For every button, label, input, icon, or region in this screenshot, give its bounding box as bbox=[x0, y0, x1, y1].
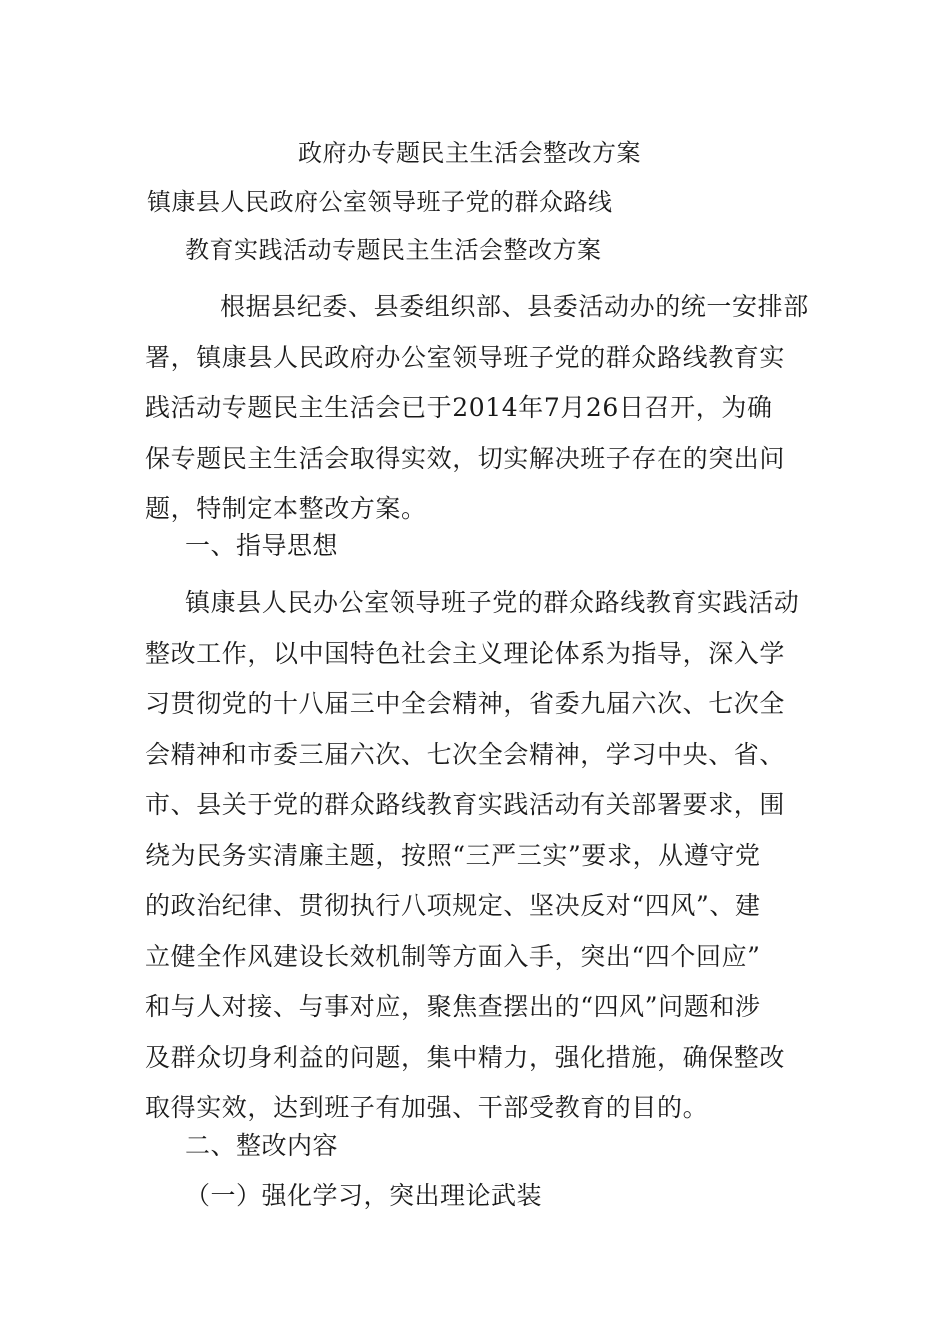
paragraph-line: 习贯彻党的十八届三中全会精神，省委九届六次、七次全 bbox=[145, 689, 786, 718]
paragraph-line: 会精神和市委三届六次、七次全会精神，学习中央、省、 bbox=[145, 739, 786, 769]
paragraph-line: 署，镇康县人民政府办公室领导班子党的群众路线教育实 bbox=[145, 342, 786, 372]
guiding-ideology-paragraph bbox=[145, 578, 810, 1134]
paragraph-line: 整改工作，以中国特色社会主义理论体系为指导，深入学 bbox=[145, 638, 786, 668]
paragraph-line: 的政治纪律、贯彻执行八项规定、坚决反对“四风”、建 bbox=[145, 891, 761, 920]
section-heading-rectification-content: 二、整改内容 bbox=[185, 1131, 339, 1160]
document-title: 政府办专题民主生活会整改方案 bbox=[298, 139, 641, 167]
document-subtitle-line-1: 镇康县人民政府公室领导班子党的群众路线 bbox=[147, 188, 613, 216]
paragraph-line: 践活动专题民主生活会已于2014年7月26日召开，为确 bbox=[145, 393, 773, 422]
section-heading-guiding-ideology: 一、指导思想 bbox=[185, 531, 339, 560]
intro-paragraph bbox=[145, 282, 810, 535]
paragraph-line: 市、县关于党的群众路线教育实践活动有关部署要求，围 bbox=[145, 790, 786, 819]
paragraph-line: 取得实效，达到班子有加强、干部受教育的目的。 bbox=[145, 1093, 709, 1122]
paragraph-line: 及群众切身利益的问题，集中精力，强化措施，确保整改 bbox=[145, 1042, 786, 1072]
paragraph-line: 根据县纪委、县委组织部、县委活动办的统一安排部 bbox=[220, 292, 809, 321]
paragraph-line: 镇康县人民办公室领导班子党的群众路线教育实践活动 bbox=[185, 588, 800, 617]
paragraph-line: 立健全作风建设长效机制等方面入手，突出“四个回应” bbox=[145, 941, 761, 971]
paragraph-line: 和与人对接、与事对应，聚焦查摆出的“四风”问题和涉 bbox=[145, 992, 761, 1021]
document-subtitle-line-2: 教育实践活动专题民主生活会整改方案 bbox=[185, 236, 602, 264]
paragraph-line: 题，特制定本整改方案。 bbox=[145, 494, 427, 523]
subsection-heading-strengthen-learning: （一）强化学习，突出理论武装 bbox=[185, 1181, 543, 1210]
paragraph-line: 保专题民主生活会取得实效，切实解决班子存在的突出问 bbox=[145, 443, 786, 473]
paragraph-line: 绕为民务实清廉主题，按照“三严三实”要求，从遵守党 bbox=[145, 840, 761, 870]
